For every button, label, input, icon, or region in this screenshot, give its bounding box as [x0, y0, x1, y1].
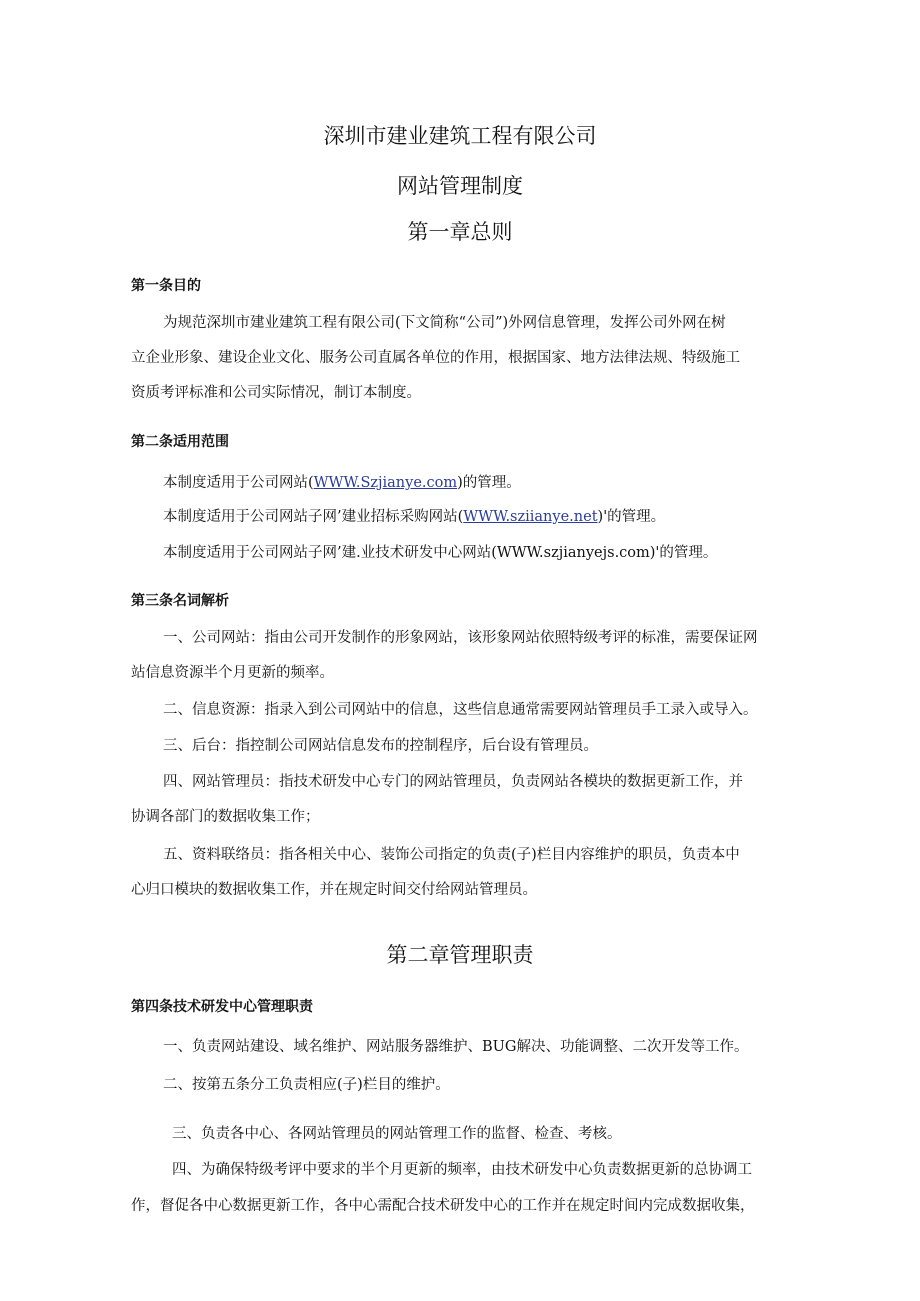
procurement-site-link[interactable]: WWW.sziianye.net	[463, 509, 598, 525]
article-3-heading: 第三条名词解析	[131, 593, 229, 609]
chapter-1-title: 第一章总则	[407, 220, 513, 244]
scope-line-1	[163, 471, 521, 492]
article-1-line-1: 为规范深圳市建业建筑工程有限公司(下文简称“公司”)外网信息管理，发挥公司外网在树	[163, 315, 726, 331]
scope-line-2-prefix: 本制度适用于公司网站子网’建业招标采购网站(	[163, 509, 464, 525]
duty-3: 三、负责各中心、各网站管理员的网站管理工作的监督、检查、考核。	[172, 1126, 622, 1142]
duty-4-line-2: 作，督促各中心数据更新工作，各中心需配合技术研发中心的工作并在规定时间内完成数据收集，	[131, 1198, 755, 1214]
term-2: 二、信息资源：指录入到公司网站中的信息，这些信息通常需要网站管理员手工录入或导入。	[163, 702, 758, 718]
term-1-line-1: 一、公司网站：指由公司开发制作的形象网站，该形象网站依照特级考评的标准，需要保证网	[163, 630, 758, 646]
chapter-2-title: 第二章管理职责	[386, 943, 534, 967]
duty-1: 一、负责网站建设、域名维护、网站服务器维护、BUG解决、功能调整、二次开发等工作。	[163, 1039, 749, 1055]
article-1-line-3: 资质考评标准和公司实际情况，制订本制度。	[131, 385, 421, 401]
document-title: 网站管理制度	[397, 174, 523, 198]
scope-line-1-suffix: )的管理。	[457, 475, 521, 491]
company-site-link[interactable]: WWW.Szjianye.com	[313, 475, 458, 491]
term-5-line-1: 五、资料联络员：指各相关中心、装饰公司指定的负责(子)栏目内容维护的职员，负责本中	[163, 847, 740, 863]
term-1-line-2: 站信息资源半个月更新的频率。	[131, 665, 334, 681]
term-4-line-2: 协调各部门的数据收集工作；	[131, 809, 320, 825]
article-4-heading: 第四条技术研发中心管理职责	[131, 999, 313, 1015]
scope-line-3: 本制度适用于公司网站子网’建.业技术研发中心网站(WWW.szjianyejs.com)'的管理。	[163, 545, 718, 561]
term-5-line-2: 心归口模块的数据收集工作，并在规定时间交付给网站管理员。	[131, 882, 537, 898]
scope-line-1-prefix: 本制度适用于公司网站(	[163, 475, 314, 491]
scope-line-2	[163, 505, 665, 526]
article-1-line-2: 立企业形象、建设企业文化、服务公司直属各单位的作用，根据国家、地方法律法规、特级施工	[131, 350, 740, 366]
duty-2: 二、按第五条分工负责相应(子)栏目的维护。	[163, 1077, 450, 1093]
term-4-line-1: 四、网站管理员：指技术研发中心专门的网站管理员，负责网站各模块的数据更新工作，并	[163, 774, 743, 790]
term-3: 三、后台：指控制公司网站信息发布的控制程序，后台设有管理员。	[163, 738, 598, 754]
article-1-heading: 第一条目的	[131, 278, 201, 294]
article-2-heading: 第二条适用范围	[131, 434, 229, 450]
company-title: 深圳市建业建筑工程有限公司	[323, 124, 597, 148]
scope-line-2-suffix: )'的管理。	[597, 509, 666, 525]
duty-4-line-1: 四、为确保特级考评中要求的半个月更新的频率，由技术研发中心负责数据更新的总协调工	[172, 1162, 752, 1178]
